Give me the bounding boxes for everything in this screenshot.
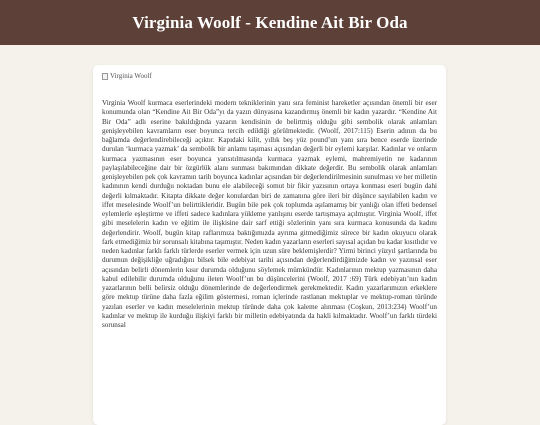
broken-image-icon: [102, 73, 108, 80]
article-image: [102, 72, 152, 80]
site-header: [0, 0, 540, 45]
image-alt-text: Virginia Woolf: [110, 72, 152, 80]
article-body: Virginia Woolf kurmaca eserlerindeki modern tekniklerinin yanı sıra feminist hareketler açısından önemli bir eser konumunda olan “Kendine Ait Bir Oda”yı da yazın dünyasına kazandırmış önemli bir kadın yazardır. “Kendine Ait Bir Oda” adlı eserine bakıldığında yazarın kendisinin de belirtmiş olduğu gibi sembolik olarak anlamları genişleyebilen kavramların eser boyunca tercih edildiği görülmektedir. (Woolf, 2017:115) Eserin adının da bu bağlamda değerlendirebileceği açıktır. Kapıdaki kilit, yıllık beş yüz pound’un yanı sıra bence eserde üzerinde durulan ‘kurmaca yazmak’ da sembolik bir anlamı taşıması açısından değerli bir eylemi karşılar. Kadınlar ve onların kurmaca yazmasının eser boyunca yansıtılmasında kurmaca yazmak eylemi, mahremiyetin ne kadarının paylaşılabileceğine dair bir özgürlük alanı sunması bakımından dikkate değerdir. Bu sembolik olarak anlamları genişleyebilen pek çok kavramın tarih boyunca kadınlar açısından bir değerlendirilmesinin sunulması ve her milletin kadınının kendi durduğu noktadan bunu ele alabileceği somut bir fikir yazısının ortaya konması eseri bugün dahi değerli kılmaktadır. Kitapta dikkate değer konulardan biri de zamanına göre ileri bir düşünce sayılabilen kadın ve iffet meselesinde Woolf’un belirttikleridir. Bugün bile pek çok toplumda aşılamamış bir yanlığı olan iffeti bedensel eylemlerle eşleştirme ve iffeti sadece kadınlara yükleme yanlışını eserde tartışmaya açılmıştır. Virginia Woolf, iffet gibi meselelerin kadın ve eğitim ile ilişkisine dair sarf ettiği sözlerinin yanı sıra kurmaca konusunda da kadını değerlendirir. Woolf, bugün kitap raflarımıza baktığımızda ayrıma gitmediğimiz sürece bir kadın okuyucu olarak fark etmediğimiz bir sorunsalı kitabına taşımıştır. Neden kadın yazarların eserleri sayısal açıdan bu kadar kısıtlıdır ve neden kadınlar farklı farklı türlerde eserler vermek için uzun süre beklemişlerdir? Yirmi birinci yüzyıl şartlarında bu durumun değişikliğe uğradığını bilsek bile edebiyat tarihi açısından değerlendirdiğimizde kadın ve yazınsal eser açısından belirli dönemlerin kısır durumda olduğunu söylemek mümkündür. Kadınlarının mektup yazmasının daha kabul edilebilir durumda olduğunu ileten Woolf’un bu düşüncelerini (Woolf, 2017 :69) Türk edebiyatı’nın kadın yazarlarının belli belirsiz olduğu dönemlerinde de değerlendirmek gerekmektedir. Kadın yazarlarımızın erkeklere göre mektup türüne daha fazla eğilim göstermesi, roman içlerinde rastlanan mektuplar ve mektup-roman türünde yazılan eserler ve kadın meselelerinin mektup türünde daha çok kaleme alınması (Coşkun, 2013:234) Woolf’un kadınlar ve mektup ile kurduğu ilişkiyi farklı bir milletin edebiyatında da hakli kılmaktadır. Woolf’un farklı türdeki sorunsal: [102, 99, 437, 329]
page-title: Virginia Woolf - Kendine Ait Bir Oda: [132, 12, 408, 32]
article-card: [93, 65, 446, 425]
